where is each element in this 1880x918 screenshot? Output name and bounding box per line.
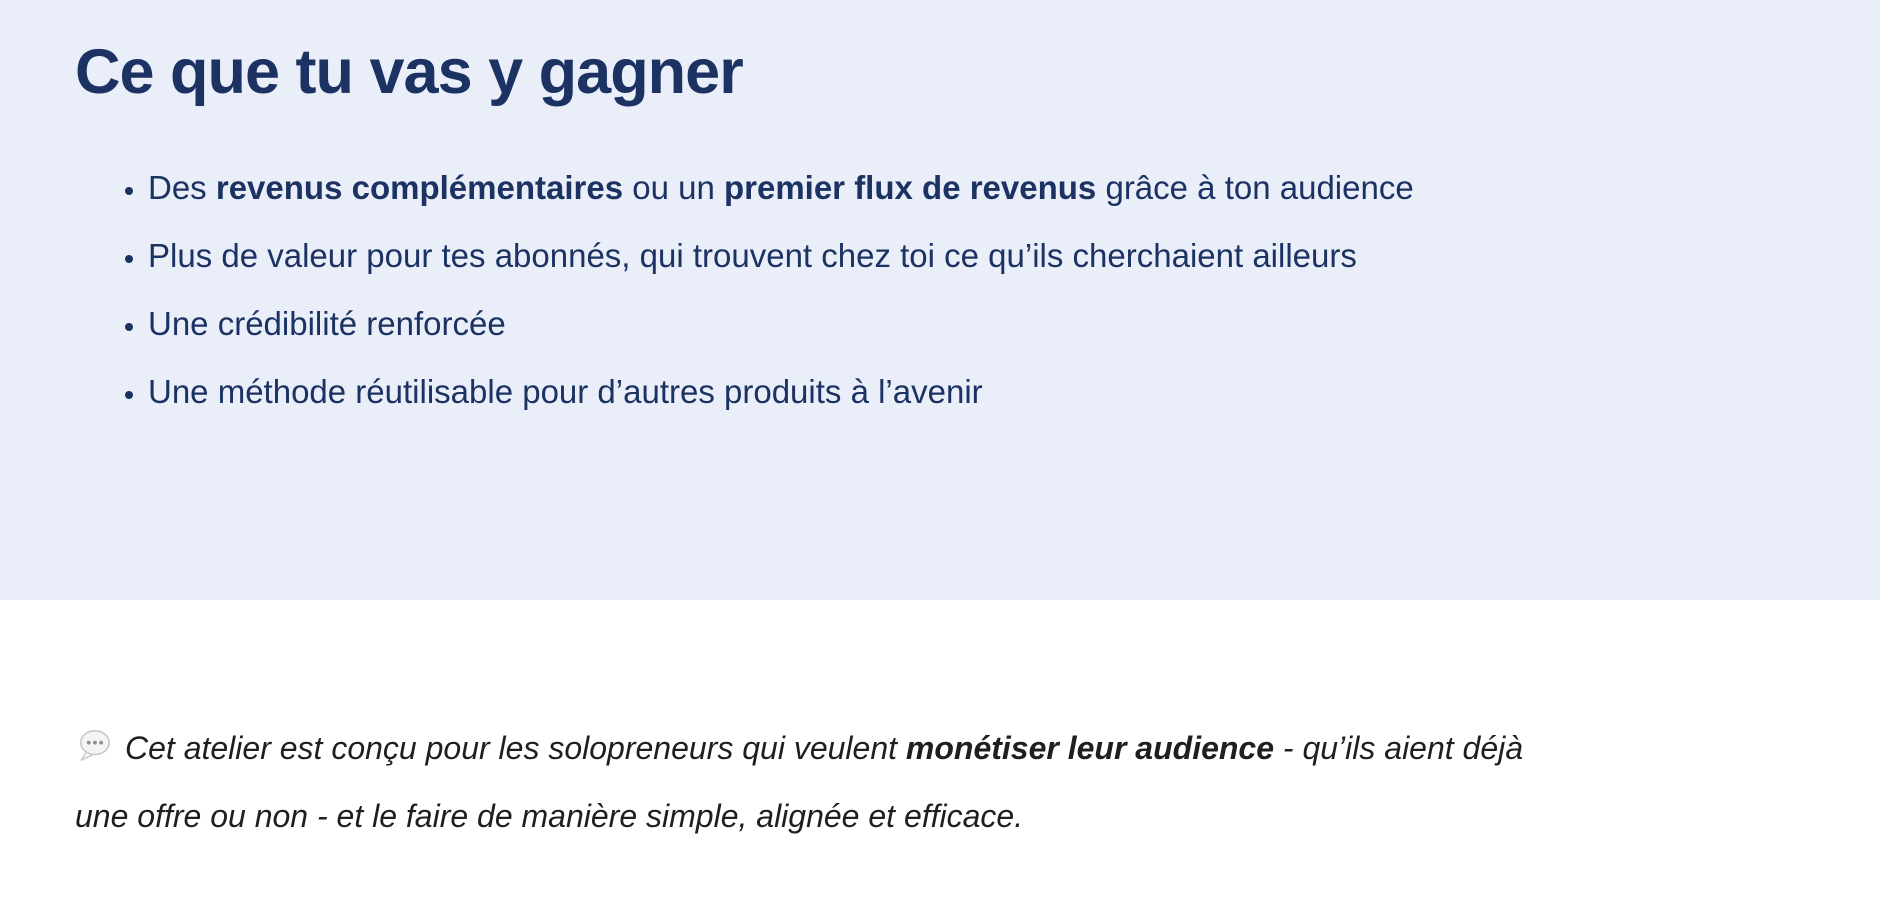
text: - qu’ils aient déjà bbox=[1274, 730, 1524, 766]
benefit-item bbox=[148, 168, 1805, 208]
note-text-line-1 bbox=[125, 730, 1523, 766]
text: Plus de valeur pour tes abonnés, qui trouvent chez toi ce qu’ils cherchaient ailleurs bbox=[148, 237, 1357, 274]
bold-text: premier flux de revenus bbox=[723, 169, 1097, 206]
note-paragraph bbox=[75, 714, 1805, 850]
benefit-item-text bbox=[148, 305, 506, 342]
note-line-2 bbox=[75, 782, 1805, 850]
benefit-item-text bbox=[148, 237, 1357, 274]
benefit-item bbox=[148, 236, 1805, 276]
benefit-item bbox=[148, 372, 1805, 412]
benefit-item-text bbox=[148, 373, 983, 410]
benefits-list bbox=[75, 168, 1805, 412]
section-title: Ce que tu vas y gagner bbox=[75, 37, 743, 107]
text: Des bbox=[148, 169, 216, 206]
note-text-line-2 bbox=[75, 798, 1023, 834]
text: Cet atelier est conçu pour les solopreneurs qui veulent bbox=[125, 730, 906, 766]
text: une offre ou non - et le faire de manière simple, alignée et efficace. bbox=[75, 798, 1024, 834]
bold-text: revenus complémentaires bbox=[215, 169, 624, 206]
text: grâce à ton audience bbox=[1096, 169, 1414, 206]
text: ou un bbox=[623, 169, 724, 206]
benefit-item bbox=[148, 304, 1805, 344]
benefit-item-text bbox=[148, 169, 1414, 206]
bold-text: monétiser leur audience bbox=[905, 730, 1275, 766]
note-line-1 bbox=[75, 714, 1805, 782]
speech-balloon-icon bbox=[75, 727, 113, 765]
text: Une méthode réutilisable pour d’autres produits à l’avenir bbox=[148, 373, 983, 410]
text: Une crédibilité renforcée bbox=[148, 305, 506, 342]
